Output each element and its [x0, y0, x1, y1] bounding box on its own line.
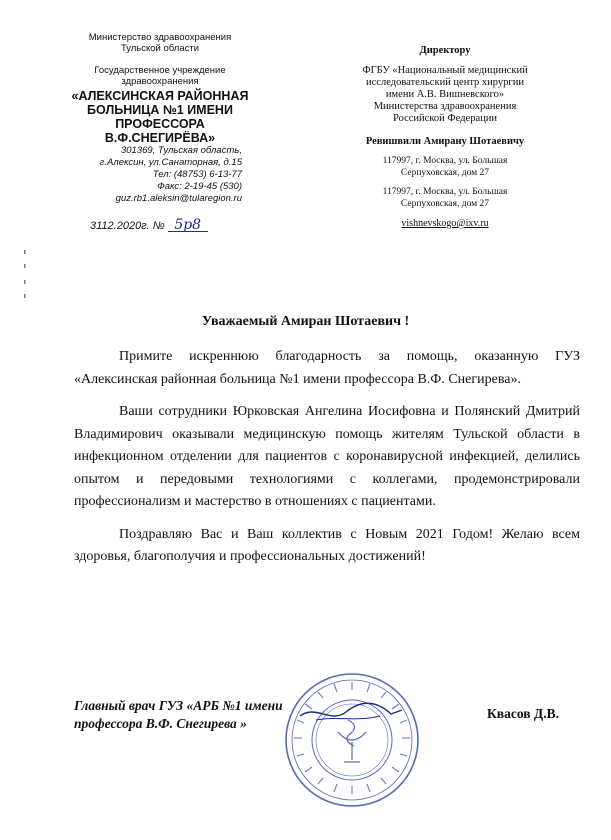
recipient-address-2-line1: 117997, г. Москва, ул. Большая: [382, 187, 508, 197]
sender-address-line2: г.Алексин, ул.Санаторная, д.15: [99, 157, 242, 168]
recipient-address-1-line1: 117997, г. Москва, ул. Большая: [382, 156, 508, 166]
recipient-org-line5: Российской Федерации: [393, 113, 497, 124]
sender-institution-line2: здравоохранения: [121, 76, 199, 87]
signer-name: Квасов Д.В.: [487, 706, 559, 721]
body-paragraph-3: Поздравляю Вас и Ваш коллектив с Новым 2021 Годом! Желаю всем здоровья, благополучия и профессиональных достижений!: [74, 526, 580, 564]
sender-name-line2: БОЛЬНИЦА №1 ИМЕНИ: [87, 103, 233, 117]
sender-fax: Факс: 2-19-45 (530): [157, 181, 242, 192]
sender-phone: Тел: (48753) 6-13-77: [152, 169, 242, 180]
body-paragraph-2: Ваши сотрудники Юрковская Ангелина Иосифовна и Полянский Дмитрий Владимирович оказывали медицинскую помощь жителям Тульской области в инфекционном отделении для пациентов с коронавирусной инфекцией, делились опытом и передовыми технологиями с коллегами, продемонстрировали профессионализм и мастерство в отношениях с пациентами.: [74, 404, 580, 509]
recipient-address-1: [325, 156, 565, 179]
sender-name-line3: ПРОФЕССОРА: [115, 117, 205, 131]
recipient-email: vishnevskogo@ixv.ru: [401, 218, 489, 229]
sender-name-line4: В.Ф.СНЕГИРЁВА»: [104, 131, 216, 145]
recipient-title: Директору: [419, 45, 471, 56]
margin-marks: [22, 250, 28, 300]
recipient-person: Ревишвили Амирану Шотаевичу: [365, 136, 525, 147]
letter-body: [74, 346, 580, 579]
sender-date: 3112.2020г. №: [90, 220, 165, 232]
recipient-org-line3: имени А.В. Вишневского»: [385, 89, 505, 100]
sender-block: [60, 32, 260, 232]
sender-email: guz.rb1.aleksin@tularegion.ru: [115, 193, 242, 204]
recipient-address-1-line2: Серпуховская, дом 27: [400, 167, 490, 178]
signature-position-line2: профессора В.Ф. Снегирева »: [74, 716, 247, 731]
recipient-block: [325, 44, 565, 229]
sender-institution-line1: Государственное учреждение: [94, 65, 226, 76]
signature-position-line1: Главный врач ГУЗ «АРБ №1 имени: [74, 698, 283, 713]
recipient-org-line2: исследовательский центр хирургии: [366, 77, 524, 88]
salutation: Уважаемый Амиран Шотаевич !: [201, 314, 410, 329]
sender-reference-line: [60, 219, 260, 232]
official-seal-stamp: [282, 670, 422, 810]
sender-ministry-line1: Министерство здравоохранения: [88, 32, 232, 43]
sender-number: 5р8: [168, 219, 208, 232]
recipient-address-2-line2: Серпуховская, дом 27: [400, 198, 490, 209]
recipient-org-line1: ФГБУ «Национальный медицинский: [362, 65, 528, 76]
signature-position: [74, 697, 354, 733]
sender-address-line1: 301369, Тульская область,: [120, 145, 242, 156]
body-paragraph-1: Примите искреннюю благодарность за помощь, оказанную ГУЗ «Алексинская районная больница №1 имени профессора В.Ф. Снегирева».: [74, 349, 580, 387]
recipient-org-line4: Министерства здравоохранения: [373, 101, 517, 112]
recipient-address-2: [325, 187, 565, 210]
sender-ministry-line2: Тульской области: [120, 43, 200, 54]
sender-name-line1: «АЛЕКСИНСКАЯ РАЙОННАЯ: [71, 89, 249, 103]
